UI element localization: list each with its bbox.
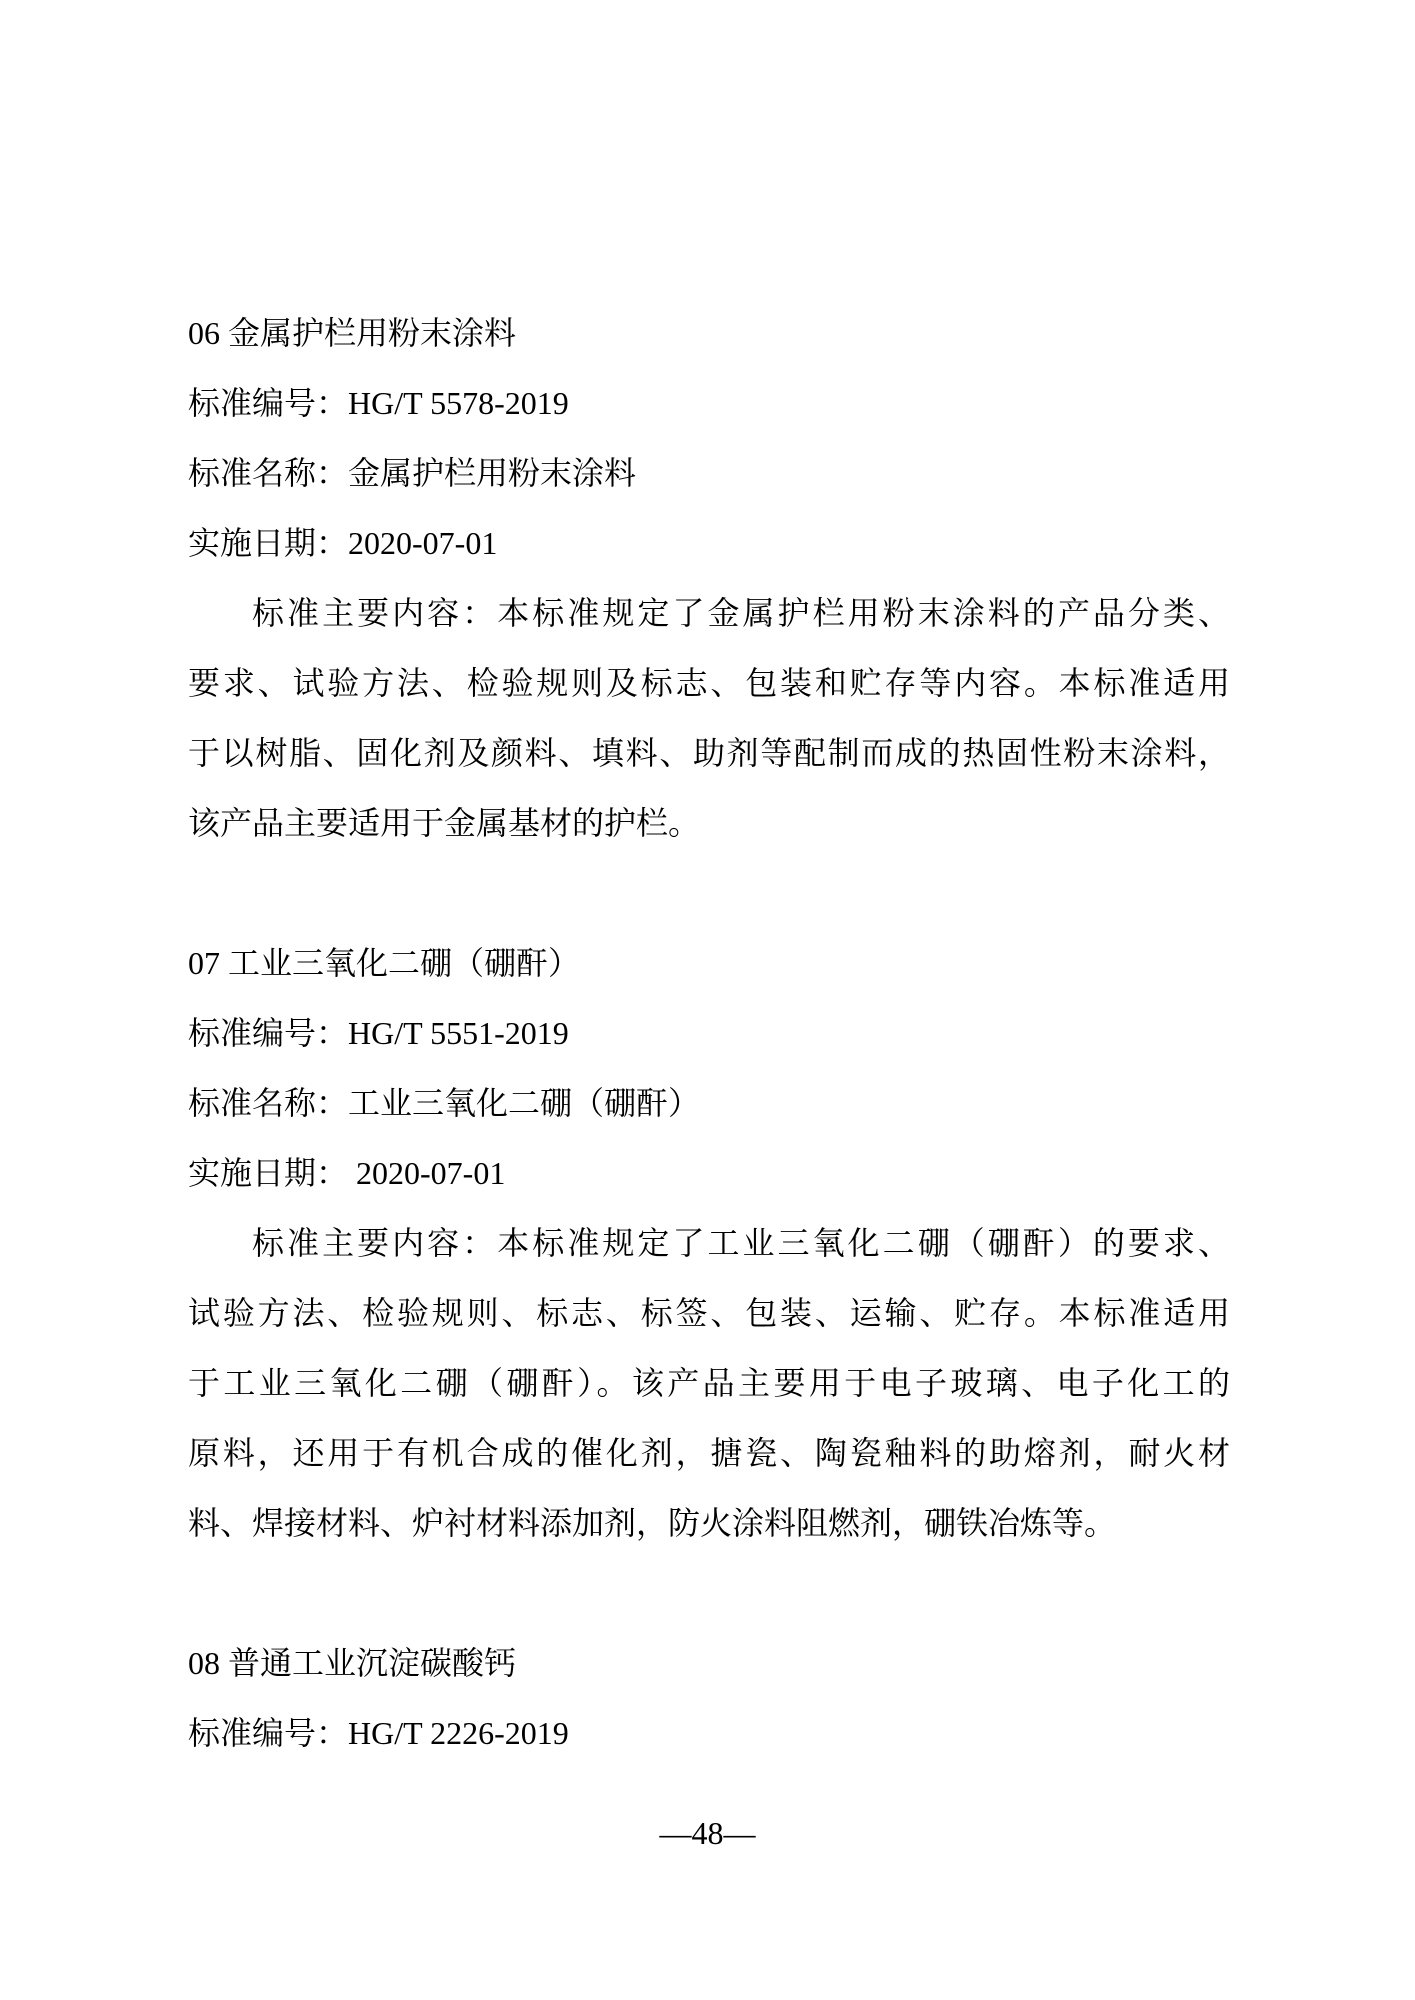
section-heading: 07 工业三氧化二硼（硼酐） (188, 945, 581, 981)
standard-section-08 (188, 1628, 1230, 1768)
paragraph-line: 该产品主要适用于金属基材的护栏。 (188, 805, 701, 841)
document-content (188, 298, 1230, 1768)
implementation-date-line: 实施日期：2020-07-01 (188, 525, 498, 561)
standard-section-06 (188, 298, 1230, 858)
paragraph-line: 于工业三氧化二硼（硼酐）。该产品主要用于电子玻璃、电子化工的 (188, 1365, 1230, 1401)
paragraph-line: 试验方法、检验规则、标志、标签、包装、运输、贮存。本标准适用 (188, 1295, 1230, 1331)
implementation-date-line: 实施日期： 2020-07-01 (188, 1155, 506, 1191)
section-spacer (188, 858, 1230, 928)
standard-code-line: 标准编号：HG/T 2226-2019 (188, 1715, 569, 1751)
standard-code-line: 标准编号：HG/T 5578-2019 (188, 385, 569, 421)
standard-section-07 (188, 928, 1230, 1558)
paragraph-line: 标准主要内容：本标准规定了工业三氧化二硼（硼酐）的要求、 (252, 1225, 1230, 1261)
paragraph-line: 标准主要内容：本标准规定了金属护栏用粉末涂料的产品分类、 (252, 595, 1230, 631)
paragraph-line: 于以树脂、固化剂及颜料、填料、助剂等配制而成的热固性粉末涂料， (188, 735, 1230, 771)
section-heading: 06 金属护栏用粉末涂料 (188, 315, 517, 351)
paragraph-line: 原料，还用于有机合成的催化剂，搪瓷、陶瓷釉料的助熔剂，耐火材 (188, 1435, 1230, 1471)
section-heading: 08 普通工业沉淀碳酸钙 (188, 1645, 517, 1681)
standard-name-line: 标准名称：金属护栏用粉末涂料 (188, 455, 637, 491)
standard-code-line: 标准编号：HG/T 5551-2019 (188, 1015, 569, 1051)
paragraph-line: 要求、试验方法、检验规则及标志、包装和贮存等内容。本标准适用 (188, 665, 1230, 701)
standard-name-line: 标准名称：工业三氧化二硼（硼酐） (188, 1085, 701, 1121)
page-footer (0, 1798, 1415, 1868)
paragraph-line: 料、焊接材料、炉衬材料添加剂，防火涂料阻燃剂，硼铁冶炼等。 (188, 1505, 1117, 1541)
page-number: —48— (659, 1815, 756, 1851)
section-spacer (188, 1558, 1230, 1628)
